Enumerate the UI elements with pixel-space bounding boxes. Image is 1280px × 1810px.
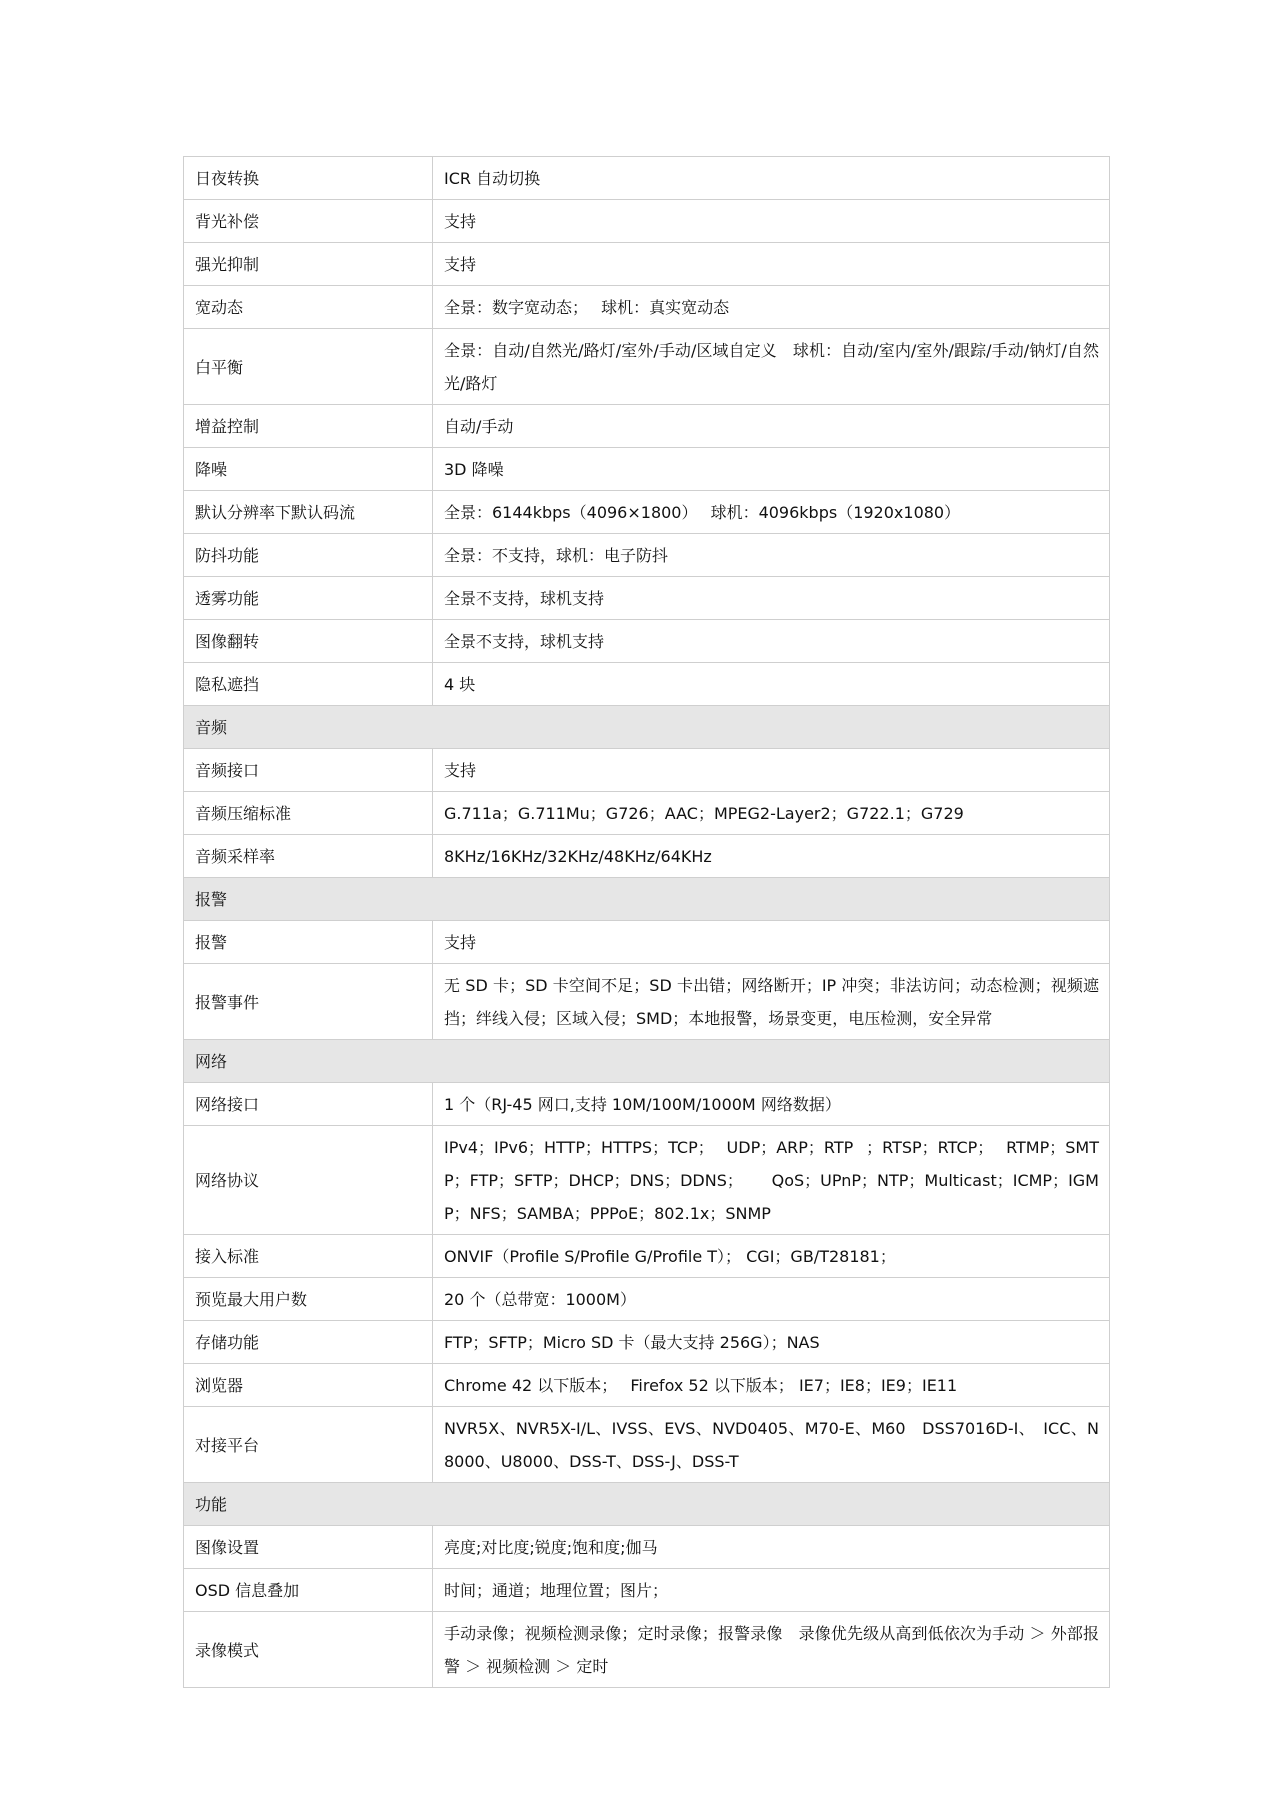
spec-value: FTP；SFTP；Micro SD 卡（最大支持 256G）；NAS xyxy=(433,1321,1110,1364)
spec-label: 默认分辨率下默认码流 xyxy=(184,491,433,534)
table-row xyxy=(184,663,1110,706)
spec-label: 预览最大用户数 xyxy=(184,1278,433,1321)
table-row xyxy=(184,964,1110,1040)
spec-value: 8KHz/16KHz/32KHz/48KHz/64KHz xyxy=(433,835,1110,878)
spec-value: 全景不支持，球机支持 xyxy=(433,620,1110,663)
spec-value: 支持 xyxy=(433,921,1110,964)
spec-value: 20 个（总带宽：1000M） xyxy=(433,1278,1110,1321)
spec-value: 时间；通道；地理位置；图片； xyxy=(433,1569,1110,1612)
spec-label: 网络接口 xyxy=(184,1083,433,1126)
spec-value: IPv4；IPv6；HTTP；HTTPS；TCP； UDP；ARP；RTP ；RTSP；RTCP； RTMP；SMTP；FTP；SFTP；DHCP；DNS；DDNS； QoS；UPnP；NTP；Multicast；ICMP；IGMP；NFS；SAMBA；PPPoE；802.1x；SNMP xyxy=(433,1126,1110,1235)
spec-label: 录像模式 xyxy=(184,1612,433,1688)
table-row xyxy=(184,1278,1110,1321)
spec-value: ONVIF（Profile S/Profile G/Profile T）； CGI；GB/T28181； xyxy=(433,1235,1110,1278)
table-row xyxy=(184,1364,1110,1407)
section-title: 报警 xyxy=(184,878,1110,921)
table-row xyxy=(184,792,1110,835)
section-title: 功能 xyxy=(184,1483,1110,1526)
spec-label: 报警事件 xyxy=(184,964,433,1040)
table-row xyxy=(184,491,1110,534)
table-row xyxy=(184,243,1110,286)
spec-label: 强光抑制 xyxy=(184,243,433,286)
table-row xyxy=(184,286,1110,329)
spec-label: 防抖功能 xyxy=(184,534,433,577)
spec-label: 报警 xyxy=(184,921,433,964)
spec-value: 全景不支持，球机支持 xyxy=(433,577,1110,620)
spec-label: 降噪 xyxy=(184,448,433,491)
section-header-row xyxy=(184,706,1110,749)
spec-value: 支持 xyxy=(433,243,1110,286)
spec-label: 宽动态 xyxy=(184,286,433,329)
spec-value: 支持 xyxy=(433,200,1110,243)
table-row xyxy=(184,157,1110,200)
spec-label: 日夜转换 xyxy=(184,157,433,200)
spec-label: 隐私遮挡 xyxy=(184,663,433,706)
table-row xyxy=(184,448,1110,491)
table-row xyxy=(184,1407,1110,1483)
spec-label: 接入标准 xyxy=(184,1235,433,1278)
spec-value: 4 块 xyxy=(433,663,1110,706)
table-row xyxy=(184,329,1110,405)
table-row xyxy=(184,1569,1110,1612)
spec-value: 支持 xyxy=(433,749,1110,792)
spec-label: 白平衡 xyxy=(184,329,433,405)
spec-label: 浏览器 xyxy=(184,1364,433,1407)
spec-label: 图像翻转 xyxy=(184,620,433,663)
table-row xyxy=(184,835,1110,878)
spec-label: 音频压缩标准 xyxy=(184,792,433,835)
table-row xyxy=(184,1612,1110,1688)
section-title: 音频 xyxy=(184,706,1110,749)
spec-label: 对接平台 xyxy=(184,1407,433,1483)
spec-value: 全景：不支持，球机：电子防抖 xyxy=(433,534,1110,577)
section-title: 网络 xyxy=(184,1040,1110,1083)
spec-table-body xyxy=(184,157,1110,1688)
table-row xyxy=(184,1321,1110,1364)
table-row xyxy=(184,921,1110,964)
spec-value: 无 SD 卡；SD 卡空间不足；SD 卡出错；网络断开；IP 冲突；非法访问；动态检测；视频遮挡；绊线入侵；区域入侵；SMD；本地报警，场景变更，电压检测，安全异常 xyxy=(433,964,1110,1040)
section-header-row xyxy=(184,878,1110,921)
spec-label: 透雾功能 xyxy=(184,577,433,620)
table-row xyxy=(184,749,1110,792)
spec-value: NVR5X、NVR5X-I/L、IVSS、EVS、NVD0405、M70-E、M60 DSS7016D-I、 ICC、N8000、U8000、DSS-T、DSS-J、DSS-T xyxy=(433,1407,1110,1483)
table-row xyxy=(184,1083,1110,1126)
table-row xyxy=(184,577,1110,620)
spec-value: 自动/手动 xyxy=(433,405,1110,448)
spec-label: 音频接口 xyxy=(184,749,433,792)
spec-label: 图像设置 xyxy=(184,1526,433,1569)
spec-value: 全景：自动/自然光/路灯/室外/手动/区域自定义 球机：自动/室内/室外/跟踪/手动/钠灯/自然光/路灯 xyxy=(433,329,1110,405)
spec-table xyxy=(183,156,1110,1688)
spec-label: OSD 信息叠加 xyxy=(184,1569,433,1612)
spec-label: 网络协议 xyxy=(184,1126,433,1235)
table-row xyxy=(184,620,1110,663)
spec-label: 背光补偿 xyxy=(184,200,433,243)
spec-value: 全景：数字宽动态； 球机：真实宽动态 xyxy=(433,286,1110,329)
spec-label: 增益控制 xyxy=(184,405,433,448)
section-header-row xyxy=(184,1483,1110,1526)
spec-value: 亮度;对比度;锐度;饱和度;伽马 xyxy=(433,1526,1110,1569)
spec-label: 存储功能 xyxy=(184,1321,433,1364)
section-header-row xyxy=(184,1040,1110,1083)
spec-value: 手动录像；视频检测录像；定时录像；报警录像 录像优先级从高到低依次为手动 ＞ 外部报警 ＞ 视频检测 ＞ 定时 xyxy=(433,1612,1110,1688)
table-row xyxy=(184,405,1110,448)
spec-value: ICR 自动切换 xyxy=(433,157,1110,200)
table-row xyxy=(184,1526,1110,1569)
spec-label: 音频采样率 xyxy=(184,835,433,878)
spec-value: G.711a；G.711Mu；G726；AAC；MPEG2-Layer2；G722.1；G729 xyxy=(433,792,1110,835)
spec-value: Chrome 42 以下版本； Firefox 52 以下版本； IE7；IE8；IE9；IE11 xyxy=(433,1364,1110,1407)
spec-value: 1 个（RJ-45 网口,支持 10M/100M/1000M 网络数据） xyxy=(433,1083,1110,1126)
spec-value: 3D 降噪 xyxy=(433,448,1110,491)
table-row xyxy=(184,534,1110,577)
table-row xyxy=(184,1235,1110,1278)
table-row xyxy=(184,1126,1110,1235)
spec-value: 全景：6144kbps（4096×1800） 球机：4096kbps（1920x1080） xyxy=(433,491,1110,534)
table-row xyxy=(184,200,1110,243)
